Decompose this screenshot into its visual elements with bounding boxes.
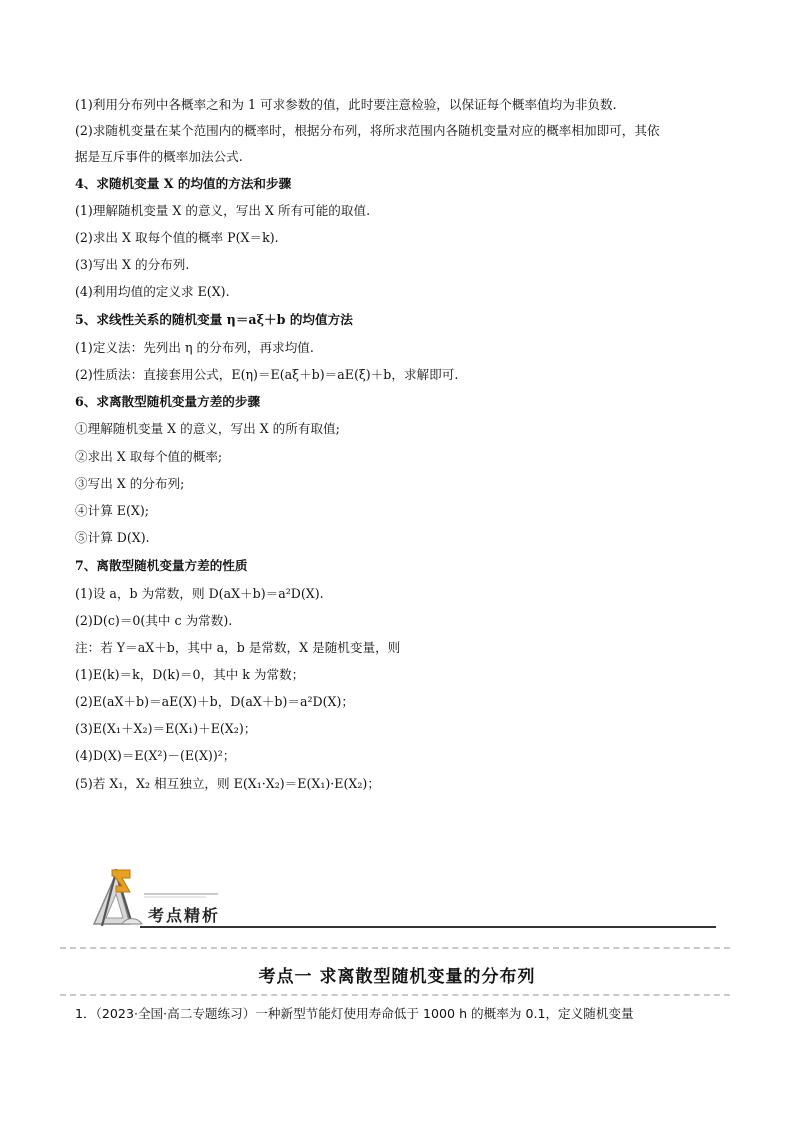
section-divider [140,926,716,928]
body-line: (1)E(k)＝k，D(k)＝0，其中 k 为常数； [75,667,305,682]
body-line: (5)若 X₁，X₂ 相互独立，则 E(X₁·X₂)＝E(X₁)·E(X₂)； [75,776,380,791]
body-line: (4)利用均值的定义求 E(X). [75,284,230,299]
body-line: (1)定义法：先列出 η 的分布列，再求均值. [75,340,314,355]
body-line: (2)求随机变量在某个范围内的概率时，根据分布列，将所求范围内各随机变量对应的概率相加即可，其依 [75,123,660,138]
body-line: (2)D(c)＝0(其中 c 为常数). [75,613,233,628]
body-line: (1)设 a，b 为常数，则 D(aX＋b)＝a²D(X). [75,586,324,601]
badge-label: 考点精析 [148,906,221,925]
body-line: (2)性质法：直接套用公式，E(η)＝E(aξ＋b)＝aE(ξ)＋b，求解即可. [75,367,459,382]
body-line: 据是互斥事件的概率加法公式. [75,149,243,164]
heading-linear-mean: 5、求线性关系的随机变量 η＝aξ＋b 的均值方法 [75,312,353,327]
section-title: 考点一 求离散型随机变量的分布列 [258,967,536,987]
body-line: (1)利用分布列中各概率之和为 1 可求参数的值，此时要注意检验，以保证每个概率值均为非负数. [75,97,617,112]
body-line: ②求出 X 取每个值的概率; [75,449,223,464]
body-line: 注：若 Y＝aX＋b，其中 a，b 是常数，X 是随机变量，则 [75,640,401,655]
body-line: (2)E(aX＋b)＝aE(X)＋b，D(aX＋b)＝a²D(X)； [75,694,355,709]
body-line: ⑤计算 D(X). [75,530,150,545]
heading-variance-properties: 7、离散型随机变量方差的性质 [75,558,248,573]
body-line: ①理解随机变量 X 的意义，写出 X 的所有取值; [75,421,340,436]
body-line: (1)理解随机变量 X 的意义，写出 X 所有可能的取值. [75,203,371,218]
dashed-divider-top [60,947,730,949]
body-line: ④计算 E(X); [75,503,150,518]
heading-variance-steps: 6、求离散型随机变量方差的步骤 [75,394,261,409]
body-line: (2)求出 X 取每个值的概率 P(X＝k). [75,230,279,245]
heading-mean-steps: 4、求随机变量 X 的均值的方法和步骤 [75,176,292,191]
question-1: 1．（2023·全国·高二专题练习）一种新型节能灯使用寿命低于 1000 h 的概率为 0.1，定义随机变量 [75,1006,634,1021]
body-line: (4)D(X)＝E(X²)－(E(X))²； [75,748,236,763]
body-line: (3)E(X₁＋X₂)＝E(X₁)＋E(X₂)； [75,721,257,736]
body-line: (3)写出 X 的分布列. [75,257,190,272]
body-line: ③写出 X 的分布列; [75,476,185,491]
dashed-divider-bottom [60,994,730,996]
